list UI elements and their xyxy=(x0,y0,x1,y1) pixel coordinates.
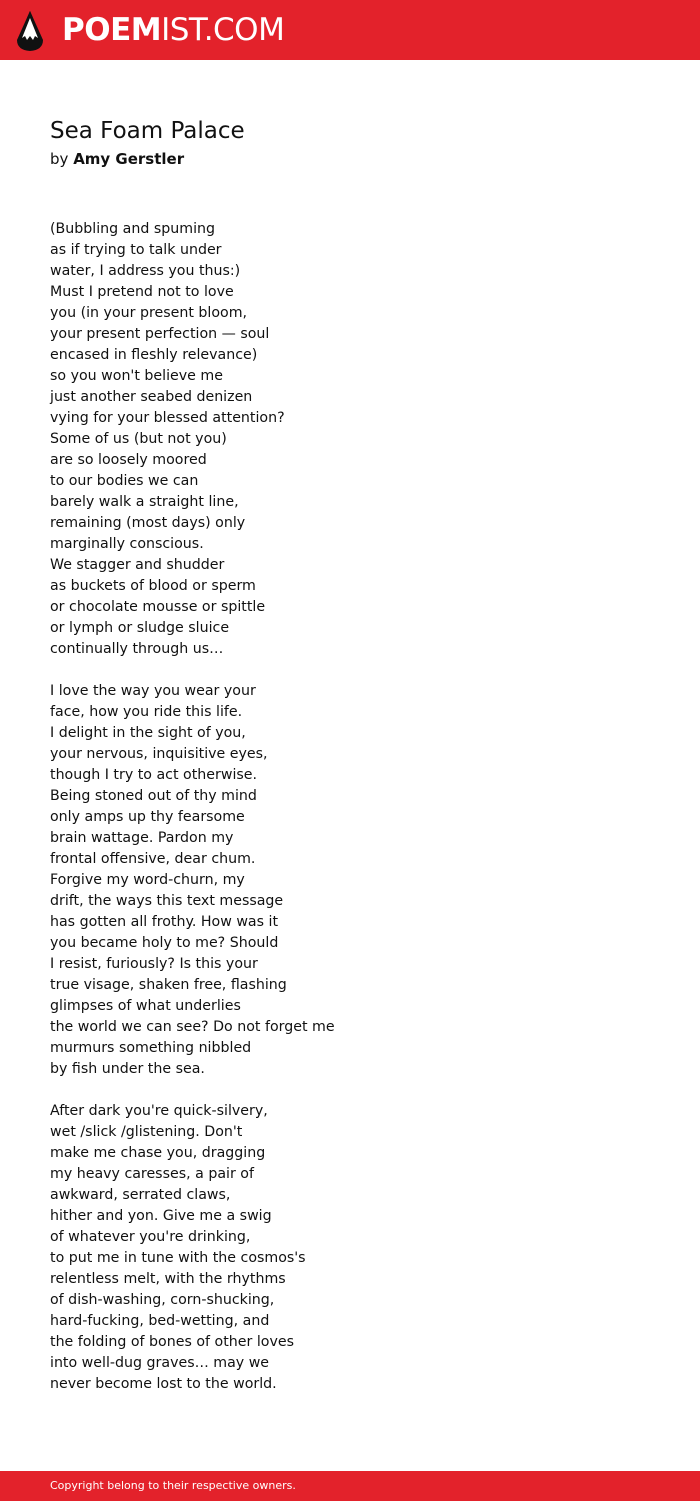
poem-stanza xyxy=(50,1101,650,1395)
poem-line: has gotten all frothy. How was it xyxy=(50,914,279,930)
author-name[interactable]: Amy Gerstler xyxy=(73,150,185,168)
poem-line: frontal offensive, dear chum. xyxy=(50,851,256,867)
poem-line: marginally conscious. xyxy=(50,536,204,552)
poem-line: you became holy to me? Should xyxy=(50,935,279,951)
poem-line: Forgive my word-churn, my xyxy=(50,872,245,888)
poem-line: just another seabed denizen xyxy=(50,389,253,405)
poem-line: as buckets of blood or sperm xyxy=(50,578,256,594)
poem-line: We stagger and shudder xyxy=(50,557,225,573)
poem-line: of dish-washing, corn-shucking, xyxy=(50,1292,275,1308)
poem-stanza xyxy=(50,219,650,660)
poem-line: or chocolate mousse or spittle xyxy=(50,599,266,615)
site-header xyxy=(0,0,700,60)
poem-line: After dark you're quick-silvery, xyxy=(50,1103,268,1119)
poem-line: Must I pretend not to love xyxy=(50,284,234,300)
poem-line: relentless melt, with the rhythms xyxy=(50,1271,286,1287)
poem-line: of whatever you're drinking, xyxy=(50,1229,251,1245)
poem-line: your present perfection — soul xyxy=(50,326,270,342)
poem-line: remaining (most days) only xyxy=(50,515,246,531)
poem-line: as if trying to talk under xyxy=(50,242,222,258)
poem-line: water, I address you thus:) xyxy=(50,263,241,279)
poem-line: my heavy caresses, a pair of xyxy=(50,1166,254,1182)
poem-line: to our bodies we can xyxy=(50,473,199,489)
brand-light: IST.COM xyxy=(161,12,285,48)
poem-line: drift, the ways this text message xyxy=(50,893,284,909)
poem-line: make me chase you, dragging xyxy=(50,1145,266,1161)
site-logo-link[interactable] xyxy=(62,11,284,49)
poem-line: hard-fucking, bed-wetting, and xyxy=(50,1313,270,1329)
poem-line: Being stoned out of thy mind xyxy=(50,788,257,804)
poem-line: murmurs something nibbled xyxy=(50,1040,252,1056)
poem-line: Some of us (but not you) xyxy=(50,431,227,447)
poem-line: never become lost to the world. xyxy=(50,1376,277,1392)
poem-line: the world we can see? Do not forget me xyxy=(50,1019,335,1035)
poem-line: awkward, serrated claws, xyxy=(50,1187,231,1203)
poem-byline xyxy=(50,148,184,170)
poem-line: though I try to act otherwise. xyxy=(50,767,258,783)
poem-line: I resist, furiously? Is this your xyxy=(50,956,258,972)
poem-line: you (in your present bloom, xyxy=(50,305,248,321)
poem-line: brain wattage. Pardon my xyxy=(50,830,234,846)
poem-line: (Bubbling and spuming xyxy=(50,221,216,237)
poem-line: continually through us… xyxy=(50,641,224,657)
pencil-icon[interactable] xyxy=(16,10,44,52)
poem-line: hither and yon. Give me a swig xyxy=(50,1208,272,1224)
poem-title: Sea Foam Palace xyxy=(50,118,245,144)
poem-line: I love the way you wear your xyxy=(50,683,256,699)
brand-bold: POEM xyxy=(62,12,162,48)
poem-line: only amps up thy fearsome xyxy=(50,809,245,825)
poem-line: to put me in tune with the cosmos's xyxy=(50,1250,306,1266)
site-footer xyxy=(0,1471,700,1501)
poem-line: are so loosely moored xyxy=(50,452,207,468)
poem-line: by fish under the sea. xyxy=(50,1061,205,1077)
poem-line: glimpses of what underlies xyxy=(50,998,241,1014)
poem-line: encased in fleshly relevance) xyxy=(50,347,258,363)
poem-line: barely walk a straight line, xyxy=(50,494,239,510)
poem-line: into well-dug graves… may we xyxy=(50,1355,270,1371)
poem-line: or lymph or sludge sluice xyxy=(50,620,230,636)
poem-body xyxy=(50,219,650,1416)
poem-line: so you won't believe me xyxy=(50,368,223,384)
by-prefix: by xyxy=(50,150,69,168)
copyright-text: Copyright belong to their respective owners. xyxy=(50,1479,296,1492)
poem-line: wet /slick /glistening. Don't xyxy=(50,1124,243,1140)
poem-line: vying for your blessed attention? xyxy=(50,410,285,426)
poem-line: true visage, shaken free, flashing xyxy=(50,977,287,993)
poem-line: I delight in the sight of you, xyxy=(50,725,246,741)
poem-stanza xyxy=(50,681,650,1080)
poem-line: face, how you ride this life. xyxy=(50,704,243,720)
poem-line: your nervous, inquisitive eyes, xyxy=(50,746,268,762)
poem-line: the folding of bones of other loves xyxy=(50,1334,294,1350)
